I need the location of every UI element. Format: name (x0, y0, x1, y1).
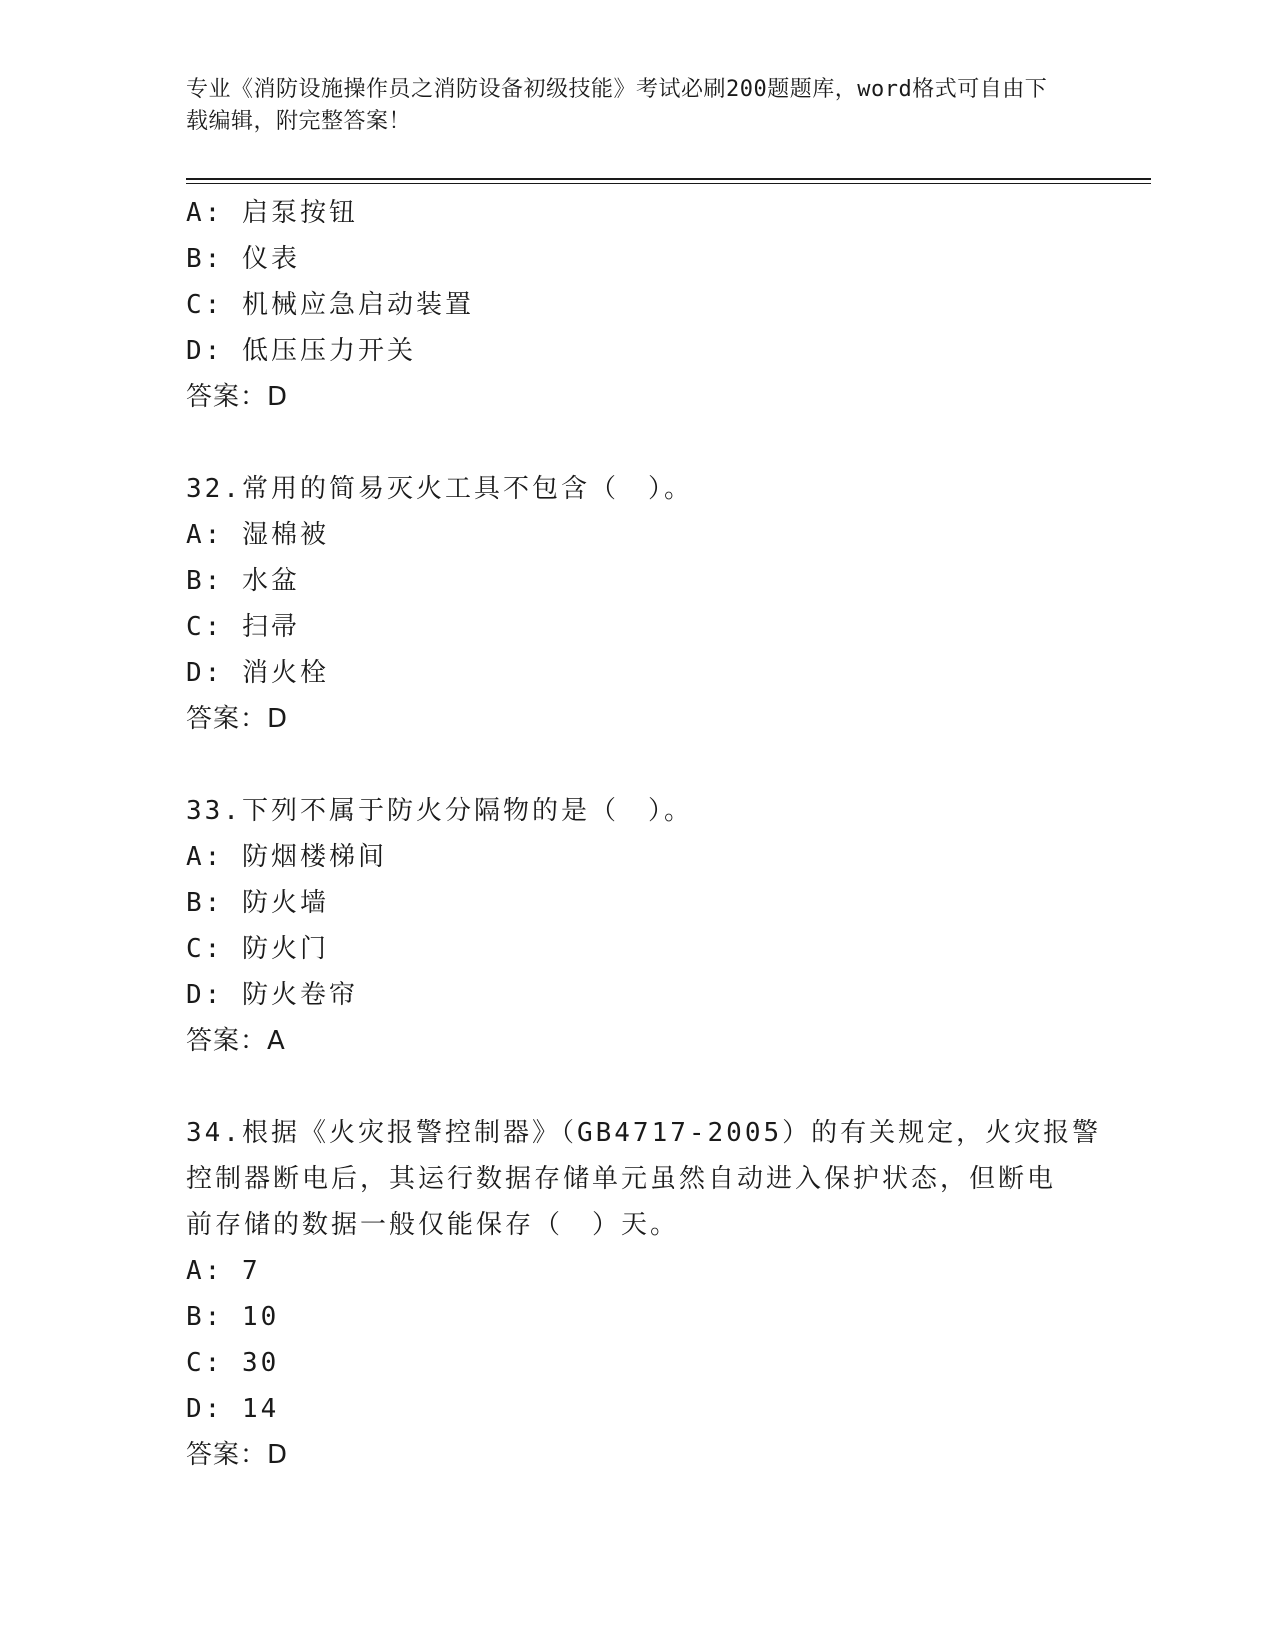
answer: 答案：D (186, 382, 289, 412)
option-a: A: 7 (186, 1256, 261, 1286)
option-c: C: 30 (186, 1348, 280, 1378)
question-stem-line-2: 控制器断电后，其运行数据存储单元虽然自动进入保护状态，但断电 (186, 1164, 1057, 1194)
option-b: B: 水盆 (186, 566, 300, 596)
option-d: D: 低压压力开关 (186, 336, 416, 366)
question-stem: 32.常用的简易灭火工具不包含（ ）。 (186, 474, 693, 504)
question-32 (186, 466, 1066, 742)
option-a: A: 启泵按钮 (186, 198, 358, 228)
answer: 答案：A (186, 1026, 286, 1056)
option-b: B: 仪表 (186, 244, 300, 274)
option-c: C: 防火门 (186, 934, 329, 964)
option-d: D: 防火卷帘 (186, 980, 358, 1010)
question-31-partial (186, 190, 1066, 420)
option-d: D: 消火栓 (186, 658, 329, 688)
option-c: C: 扫帚 (186, 612, 300, 642)
option-d: D: 14 (186, 1394, 280, 1424)
answer: 答案：D (186, 704, 289, 734)
option-c: C: 机械应急启动装置 (186, 290, 474, 320)
question-stem-line-1: 34.根据《火灾报警控制器》（GB4717-2005）的有关规定，火灾报警 (186, 1118, 1102, 1148)
answer: 答案：D (186, 1440, 289, 1470)
question-stem-line-3: 前存储的数据一般仅能保存（ ）天。 (186, 1210, 680, 1240)
document-header: 专业《消防设施操作员之消防设备初级技能》考试必刷200题题库，word格式可自由下载编辑，附完整答案！ (186, 77, 1048, 134)
header-rule-thin (186, 183, 1151, 184)
question-33 (186, 788, 1066, 1064)
header-rule-thick (186, 178, 1151, 180)
option-a: A: 湿棉被 (186, 520, 329, 550)
question-stem: 33.下列不属于防火分隔物的是（ ）。 (186, 796, 693, 826)
question-list (186, 190, 1102, 1478)
option-a: A: 防烟楼梯间 (186, 842, 387, 872)
option-b: B: 防火墙 (186, 888, 329, 918)
question-34 (186, 1110, 1102, 1478)
option-b: B: 10 (186, 1302, 280, 1332)
